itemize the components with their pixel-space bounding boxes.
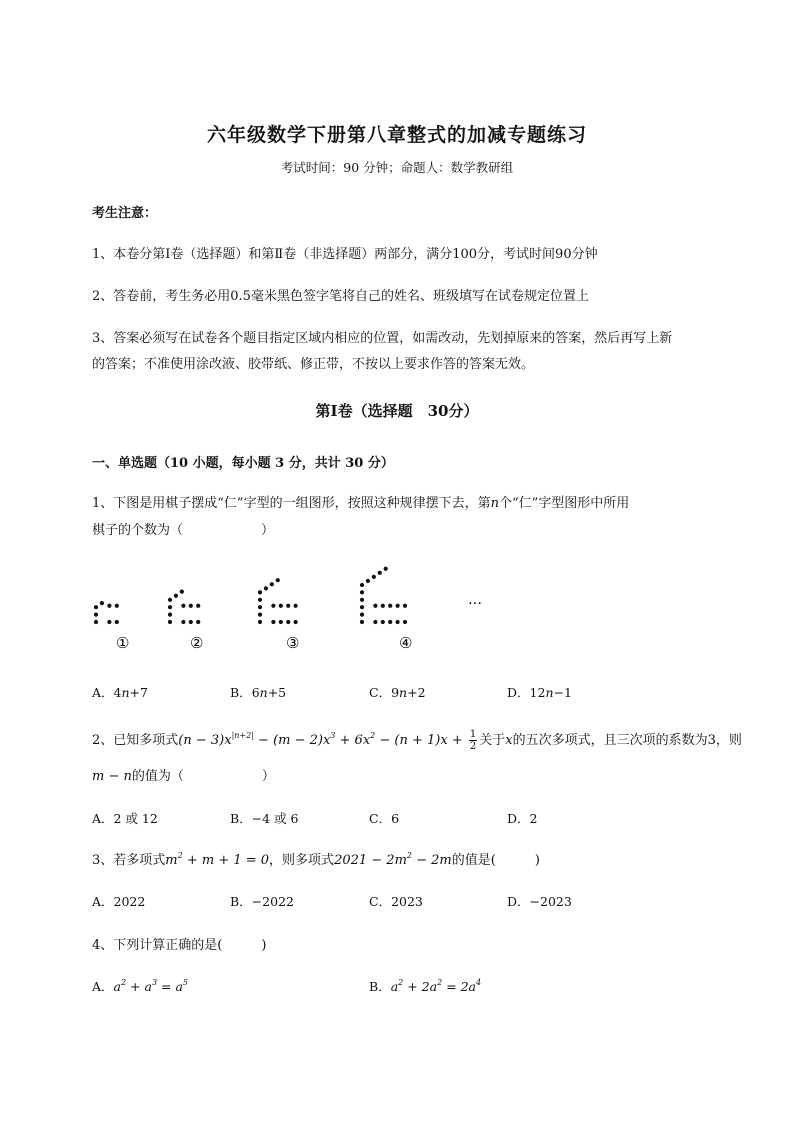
chess-piece-dot	[286, 604, 290, 608]
notice-item-1: 1、本卷分第Ⅰ卷（选择题）和第Ⅱ卷（非选择题）两部分，满分100分，考试时间90分钟	[92, 247, 598, 262]
chess-piece-dot	[258, 590, 262, 594]
chess-piece-dot	[279, 620, 283, 624]
q1-text-a: 1、下图是用棋子摆成“仁”字型的一组图形，按照这种规律摆下去，第	[92, 496, 491, 511]
chess-piece-dot	[271, 604, 275, 608]
chess-piece-dot	[360, 620, 364, 624]
q2-option-c: C．6	[369, 811, 400, 826]
q2-expression: m − n	[92, 769, 132, 784]
chess-piece-dot	[403, 620, 407, 624]
notice-heading: 考生注意：	[92, 206, 158, 221]
chess-piece-dot	[189, 604, 193, 608]
chess-piece-dot	[396, 620, 400, 624]
chess-piece-dot	[378, 571, 382, 575]
q1-option-c: C．9n+2	[369, 685, 426, 700]
chess-piece-dot	[168, 613, 172, 617]
chess-piece-dot	[373, 604, 377, 608]
q1-var-n: n	[490, 496, 499, 511]
chess-piece-dot	[258, 598, 262, 602]
chess-piece-dot	[294, 620, 298, 624]
q4-line: 4、下列计算正确的是( )	[92, 938, 267, 953]
q4-option-a: A．$a^2 + a^3 = a^5$	[92, 978, 189, 994]
q1-figure-label-1: ①	[116, 634, 130, 652]
chess-piece-dot	[388, 604, 392, 608]
q1-figure-ellipsis: …	[468, 592, 482, 608]
q4-option-b: B．$a^2 + 2a^2 = 2a^4$	[369, 978, 482, 994]
chess-piece-dot	[373, 620, 377, 624]
chess-piece-dot	[94, 605, 98, 609]
q2-line-2: m − n的值为（ ）	[92, 769, 275, 784]
chess-piece-dot	[258, 613, 262, 617]
q1-figure-label-3: ③	[286, 634, 300, 652]
chess-piece-dot	[168, 620, 172, 624]
chess-piece-dot	[100, 601, 104, 605]
q1-option-b: B．6n+5	[230, 685, 287, 700]
chess-piece-dot	[360, 605, 364, 609]
chess-piece-dot	[388, 620, 392, 624]
q3-line: 3、若多项式$m^2 + m + 1 = 0$，则多项式$2021 - 2m^2 - 2m$的值是( )	[92, 851, 540, 868]
chess-piece-dot	[276, 578, 280, 582]
q3-option-d: D．−2023	[507, 894, 572, 909]
chess-piece-dot	[189, 620, 193, 624]
q1-option-a: A．4n+7	[92, 685, 148, 700]
chess-piece-dot	[360, 590, 364, 594]
chess-piece-dot	[258, 620, 262, 624]
chess-piece-dot	[271, 620, 275, 624]
q3-equation: $m^2 + m + 1 = 0$	[165, 851, 270, 868]
notice-item-3: 3、答案必须写在试卷各个题目指定区域内相应的位置，如需改动，先划掉原来的答案，然后再写上新	[92, 331, 673, 346]
chess-piece-dot	[181, 620, 185, 624]
exam-subtitle: 考试时间：90 分钟；命题人：数学教研组	[280, 160, 514, 175]
q3-option-a: A．2022	[92, 894, 146, 909]
chess-piece-dot	[115, 604, 119, 608]
chess-piece-dot	[168, 605, 172, 609]
chess-piece-dot	[360, 583, 364, 587]
chess-piece-dot	[258, 605, 262, 609]
chess-piece-dot	[196, 620, 200, 624]
chess-piece-dot	[115, 620, 119, 624]
section-one-title: 一、单选题（10 小题，每小题 3 分，共计 30 分）	[92, 456, 394, 471]
chess-piece-dot	[181, 604, 185, 608]
q1-line-1	[92, 492, 629, 511]
chess-piece-dot	[168, 598, 172, 602]
chess-piece-dot	[107, 620, 111, 624]
chess-piece-dot	[396, 604, 400, 608]
chess-piece-dot	[94, 613, 98, 617]
q2-option-d: D．2	[507, 811, 538, 826]
q2-option-a: A．2 或 12	[92, 811, 158, 826]
chess-piece-dot	[381, 604, 385, 608]
chess-piece-dot	[360, 613, 364, 617]
q3-expression: $2021 - 2m^2 - 2m$	[334, 851, 452, 868]
q2-line-1: 2、已知多项式$(n - 3)x^{|n+2|} - (m - 2)x^3 + 6x^2 - (n + 1)x$ + $\frac{1}{2}$ 关于x的五次多项式，且三次项的系数为3，则	[92, 729, 742, 752]
chess-piece-dot	[264, 586, 268, 590]
chess-piece-dot	[384, 567, 388, 571]
chess-piece-dot	[366, 579, 370, 583]
notice-item-3-continued: 的答案；不准使用涂改液、胶带纸、修正带，不按以上要求作答的答案无效。	[92, 357, 535, 372]
q1-figure	[80, 560, 500, 660]
q1-figure-label-4: ④	[399, 634, 413, 652]
part-one-title: 第Ⅰ卷（选择题 30分）	[315, 402, 479, 420]
q1-figure-label-2: ②	[190, 634, 204, 652]
notice-item-2: 2、答卷前，考生务必用0.5毫米黑色签字笔将自己的姓名、班级填写在试卷规定位置上	[92, 289, 589, 304]
q1-figure-dots	[94, 567, 407, 624]
chess-piece-dot	[279, 604, 283, 608]
document-title: 六年级数学下册第八章整式的加减专题练习	[206, 124, 587, 146]
chess-piece-dot	[403, 604, 407, 608]
chess-piece-dot	[360, 598, 364, 602]
q1-option-d: D．12n−1	[507, 685, 572, 700]
chess-piece-dot	[180, 590, 184, 594]
q1-text-b: 个“仁”字型图形中所用	[498, 496, 630, 511]
chess-piece-dot	[174, 594, 178, 598]
q2-polynomial: $(n - 3)x^{|n+2|} - (m - 2)x^3 + 6x^2 - (n + 1)x$ + $\frac{1}{2}$	[178, 729, 477, 752]
chess-piece-dot	[372, 575, 376, 579]
q1-line-2: 棋子的个数为（ ）	[92, 523, 275, 538]
chess-piece-dot	[107, 604, 111, 608]
chess-piece-dot	[94, 620, 98, 624]
chess-piece-dot	[270, 582, 274, 586]
q2-prefix: 2、已知多项式	[92, 733, 179, 748]
q3-option-c: C．2023	[369, 894, 423, 909]
chess-piece-dot	[381, 620, 385, 624]
q3-option-b: B．−2022	[230, 894, 294, 909]
chess-piece-dot	[196, 604, 200, 608]
chess-piece-dot	[294, 604, 298, 608]
q2-option-b: B．−4 或 6	[230, 811, 299, 826]
chess-piece-dot	[286, 620, 290, 624]
